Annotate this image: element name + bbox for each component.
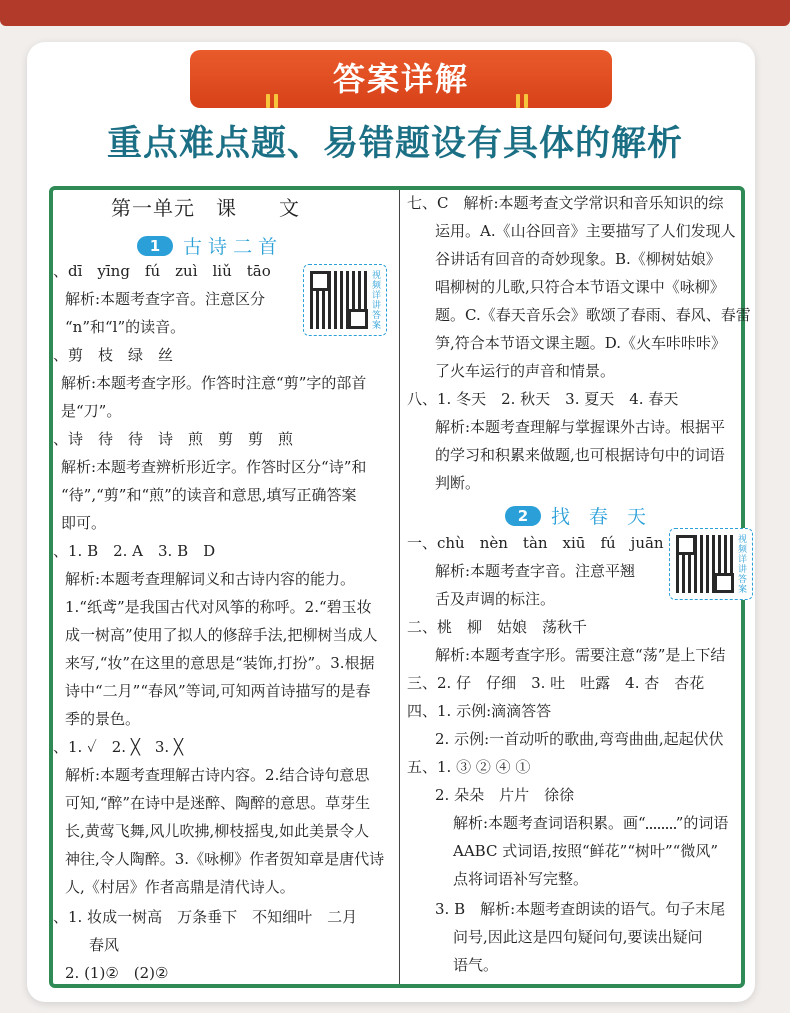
- left-column: [53, 190, 395, 984]
- analysis-line: 解析:本题考查理解古诗内容。2.结合诗句意思: [65, 766, 370, 784]
- answer-line: 三、2. 仔 仔细 3. 吐 吐露 4. 杏 杏花: [407, 674, 705, 692]
- column-divider: [399, 190, 400, 984]
- top-bar: [0, 0, 790, 26]
- analysis-line: 解析:本题考查理解词义和古诗内容的能力。: [65, 570, 356, 588]
- analysis-line: 来写,“妆”在这里的意思是“装饰,打扮”。3.根据: [65, 654, 375, 672]
- qr-caption: 视频详讲答案: [372, 271, 382, 331]
- answer-page: [49, 186, 751, 988]
- banner-label: 答案详解: [332, 60, 469, 98]
- analysis-line: 问号,因此这是四句疑问句,要读出疑问: [453, 928, 703, 946]
- page-subtitle: 重点难点题、易错题设有具体的解析: [106, 124, 683, 164]
- analysis-line: 舌及声调的标注。: [435, 590, 556, 608]
- analysis-text: ”的词语: [675, 814, 729, 832]
- analysis-line: 季的景色。: [65, 710, 141, 728]
- analysis-line: 了火车运行的声音和情景。: [435, 362, 616, 380]
- analysis-line: 神往,令人陶醉。3.《咏柳》作者贺知章是唐代诗: [65, 850, 385, 868]
- right-column: [407, 190, 751, 984]
- analysis-line: 解析:本题考查理解与掌握课外古诗。根据平: [435, 418, 726, 436]
- qr-code-icon: [676, 535, 734, 593]
- lesson-number: 2: [505, 506, 541, 526]
- answer-line: 3. B 解析:本题考查朗读的语气。句子末尾: [435, 900, 726, 918]
- analysis-text: 解析:本题考查词语积累。画“: [453, 814, 646, 832]
- analysis-line: “待”,“剪”和“煎”的读音和意思,填写正确答案: [61, 486, 357, 504]
- analysis-line: 人,《村居》作者高鼎是清代诗人。: [65, 878, 295, 896]
- analysis-line: AABC 式词语,按照“鲜花”“树叶”“微风”: [453, 842, 718, 860]
- analysis-line: 运用。A.《山谷回音》主要描写了人们发现人: [435, 222, 736, 240]
- qr-code[interactable]: [303, 264, 387, 336]
- answer-line: 2. 示例:一首动听的歌曲,弯弯曲曲,起起伏伏: [435, 730, 724, 748]
- answer-line: 、诗 待 待 诗 煎 剪 剪 煎: [53, 430, 294, 448]
- answer-line: 、1. ✓ 2. ╳ 3. ╳: [53, 738, 183, 756]
- analysis-line: 判断。: [435, 474, 481, 492]
- analysis-line: 笋,符合本节语文课主题。D.《火车咔咔咔》: [435, 334, 727, 352]
- analysis-line: 即可。: [61, 514, 107, 532]
- lesson-heading-2: [505, 502, 646, 526]
- lesson-title: 找 春 天: [551, 506, 647, 528]
- analysis-line: 是“刀”。: [61, 402, 122, 420]
- answer-line: 八、1. 冬天 2. 秋天 3. 夏天 4. 春天: [407, 390, 679, 408]
- answer-line: 七、C 解析:本题考查文学常识和音乐知识的综: [407, 194, 724, 212]
- analysis-line: 谷讲话有回音的奇妙现象。B.《柳树姑娘》: [435, 250, 721, 268]
- answer-line: 、剪 枝 绿 丝: [53, 346, 174, 364]
- analysis-line: 解析:本题考查辨析形近字。作答时区分“诗”和: [61, 458, 367, 476]
- answer-line: 、1. 妆成一树高 万条垂下 不知细叶 二月: [53, 908, 358, 926]
- analysis-line: 成一树高”使用了拟人的修辞手法,把柳树当成人: [65, 626, 378, 644]
- quote-mark-icon: [512, 68, 532, 88]
- analysis-line: 解析:本题考查字形。需要注意“荡”是上下结: [435, 646, 726, 664]
- analysis-line: 点将词语补写完整。: [453, 870, 589, 888]
- answer-line: 一、chù nèn tàn xiū fú juān: [407, 534, 664, 552]
- analysis-line: 解析:本题考查字音。注意区分: [65, 290, 266, 308]
- analysis-line: 长,黄莺飞舞,风儿吹拂,柳枝摇曳,如此美景令人: [65, 822, 370, 840]
- analysis-line: 解析:本题考查字音。注意平翘: [435, 562, 636, 580]
- analysis-line: “n”和“l”的读音。: [65, 318, 186, 336]
- answer-line: 2. (1)② (2)②: [65, 964, 169, 982]
- answer-line: 、1. B 2. A 3. B D: [53, 542, 216, 560]
- analysis-line: 诗中“二月”“春风”等词,可知两首诗描写的是春: [65, 682, 371, 700]
- lesson-heading-1: [137, 232, 277, 256]
- wavy-underline-icon: [646, 819, 676, 829]
- analysis-line: 可知,“醉”在诗中是迷醉、陶醉的意思。草芽生: [65, 794, 371, 812]
- answer-line: 二、桃 柳 姑娘 荡秋千: [407, 618, 588, 636]
- answer-line: 、dī yīng fú zuì liǔ tāo: [53, 262, 271, 280]
- lesson-number: 1: [137, 236, 173, 256]
- qr-code-icon: [310, 271, 368, 329]
- analysis-line: 语气。: [453, 956, 499, 974]
- answer-line: 四、1. 示例:滴滴答答: [407, 702, 552, 720]
- qr-caption: 视频详讲答案: [738, 535, 748, 595]
- analysis-line: 1.“纸鸢”是我国古代对风筝的称呼。2.“碧玉妆: [65, 598, 372, 616]
- analysis-line: [453, 812, 728, 834]
- answer-line: 春风: [89, 936, 120, 954]
- answer-banner: [190, 50, 612, 108]
- analysis-line: 唱柳树的儿歌,只符合本节语文课中《咏柳》: [435, 278, 725, 296]
- qr-code[interactable]: [669, 528, 753, 600]
- answer-line: 五、1. ③ ② ④ ①: [407, 758, 531, 776]
- unit-title: 第一单元 课 文: [111, 196, 300, 220]
- analysis-line: 解析:本题考查字形。作答时注意“剪”字的部首: [61, 374, 367, 392]
- analysis-line: 题。C.《春天音乐会》歌颂了春雨、春风、春雷: [435, 306, 751, 324]
- quote-mark-icon: [262, 68, 282, 88]
- answer-line: 2. 朵朵 片片 徐徐: [435, 786, 575, 804]
- lesson-title: 古 诗 二 首: [183, 236, 278, 258]
- analysis-line: 的学习和积累来做题,也可根据诗句中的词语: [435, 446, 725, 464]
